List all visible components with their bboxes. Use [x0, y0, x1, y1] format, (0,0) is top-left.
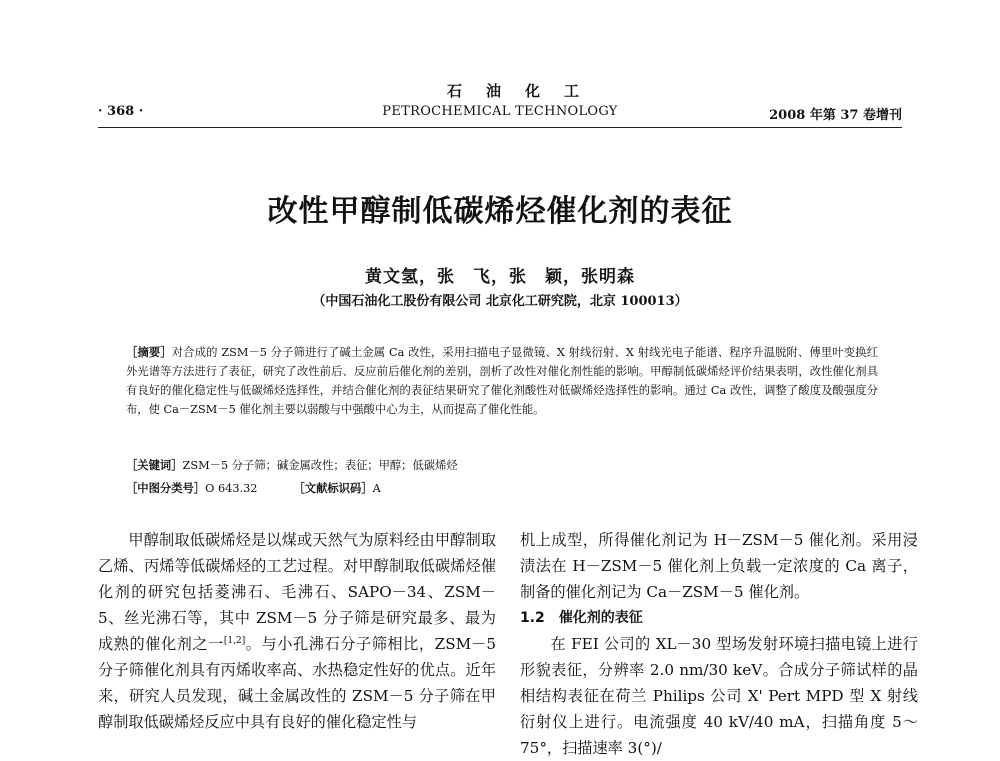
clc-label: ［中图分类号］ — [126, 481, 206, 495]
doc-code-label: ［文献标识码］ — [293, 481, 373, 495]
abstract — [126, 343, 878, 419]
journal-title-en: PETROCHEMICAL TECHNOLOGY — [382, 104, 618, 119]
abstract-label: ［摘要］ — [126, 345, 172, 359]
keywords-text: ZSM－5 分子筛；碱金属改性；表征；甲醇；低碳烯烃 — [182, 459, 458, 472]
section-title: 催化剂的表征 — [558, 610, 643, 626]
header-divider — [98, 127, 902, 128]
clc-text: O 643.32 — [205, 482, 258, 495]
abstract-text: 对合成的 ZSM－5 分子筛进行了碱土金属 Ca 改性，采用扫描电子显微镜、X 射线衍射、X 射线光电子能谱、程序升温脱附、傅里叶变换红外光谱等方法进行了表征，研究了改性前后、反应前后催化剂的差别，剖析了改性对催化剂性能的影响。甲醇制低碳烯烃评价结果表明，改性催化剂具有良好的催化稳定性与低碳烯烃选择性，并结合催化剂的表征结果研究了催化剂酸性对低碳烯烃选择性的影响。通过 Ca 改性，调整了酸度及酸强度分布，使 Ca－ZSM－5 催化剂主要以弱酸与中强酸中心为主，从而提高了催化性能。 — [126, 346, 878, 416]
keywords-label: ［关键词］ — [126, 458, 183, 472]
issue-info: 2008 年第 37 卷增刊 — [769, 108, 902, 123]
classification — [126, 480, 878, 496]
body-column-left — [98, 527, 496, 735]
citation: [1,2] — [223, 635, 246, 646]
doc-code-text: A — [372, 482, 381, 495]
article-title: 改性甲醇制低碳烯烃催化剂的表征 — [267, 194, 733, 229]
characterization-paragraph: 在 FEI 公司的 XL－30 型场发射环境扫描电镜上进行形貌表征，分辨率 2.0 nm/30 keV。合成分子筛试样的晶相结构表征在荷兰 Philips 公司 X' Pert MPD 型 X 射线衍射仪上进行。电流强度 40 kV/40 mA，扫描角度 5～75°，扫描速率 3(°)/ — [520, 635, 918, 757]
intro-text: 甲醇制取低碳烯烃是以煤或天然气为原料经由甲醇制取乙烯、丙烯等低碳烯烃的工艺过程。对甲醇制取低碳烯烃催化剂的研究包括菱沸石、毛沸石、SAPO－34、ZSM－5、丝光沸石等，其中 ZSM－5 分子筛是研究最多、最为成熟的催化剂之一 — [98, 531, 496, 653]
section-heading — [520, 605, 918, 631]
journal-title-cn: 石油化工 — [446, 82, 603, 100]
method-paragraph: 机上成型，所得催化剂记为 H－ZSM－5 催化剂。采用浸渍法在 H－ZSM－5 催化剂上负载一定浓度的 Ca 离子，制备的催化剂记为 Ca－ZSM－5 催化剂。 — [520, 531, 918, 601]
page-number: · 368 · — [98, 104, 144, 119]
keywords — [126, 457, 878, 473]
intro-paragraph — [98, 527, 496, 735]
article-authors: 黄文氢，张 飞，张 颖，张明森 — [365, 267, 635, 287]
intro-text-cont: 。与小孔沸石分子筛相比，ZSM－5 分子筛催化剂具有丙烯收率高、水热稳定性好的优点。近年来，研究人员发现，碱土金属改性的 ZSM－5 分子筛在甲醇制取低碳烯烃反应中具有良好的催化稳定性与 — [98, 635, 497, 731]
article-affiliation: （中国石油化工股份有限公司 北京化工研究院，北京 100013） — [312, 294, 688, 309]
body-column-right — [520, 527, 918, 761]
section-number: 1.2 — [520, 610, 545, 626]
